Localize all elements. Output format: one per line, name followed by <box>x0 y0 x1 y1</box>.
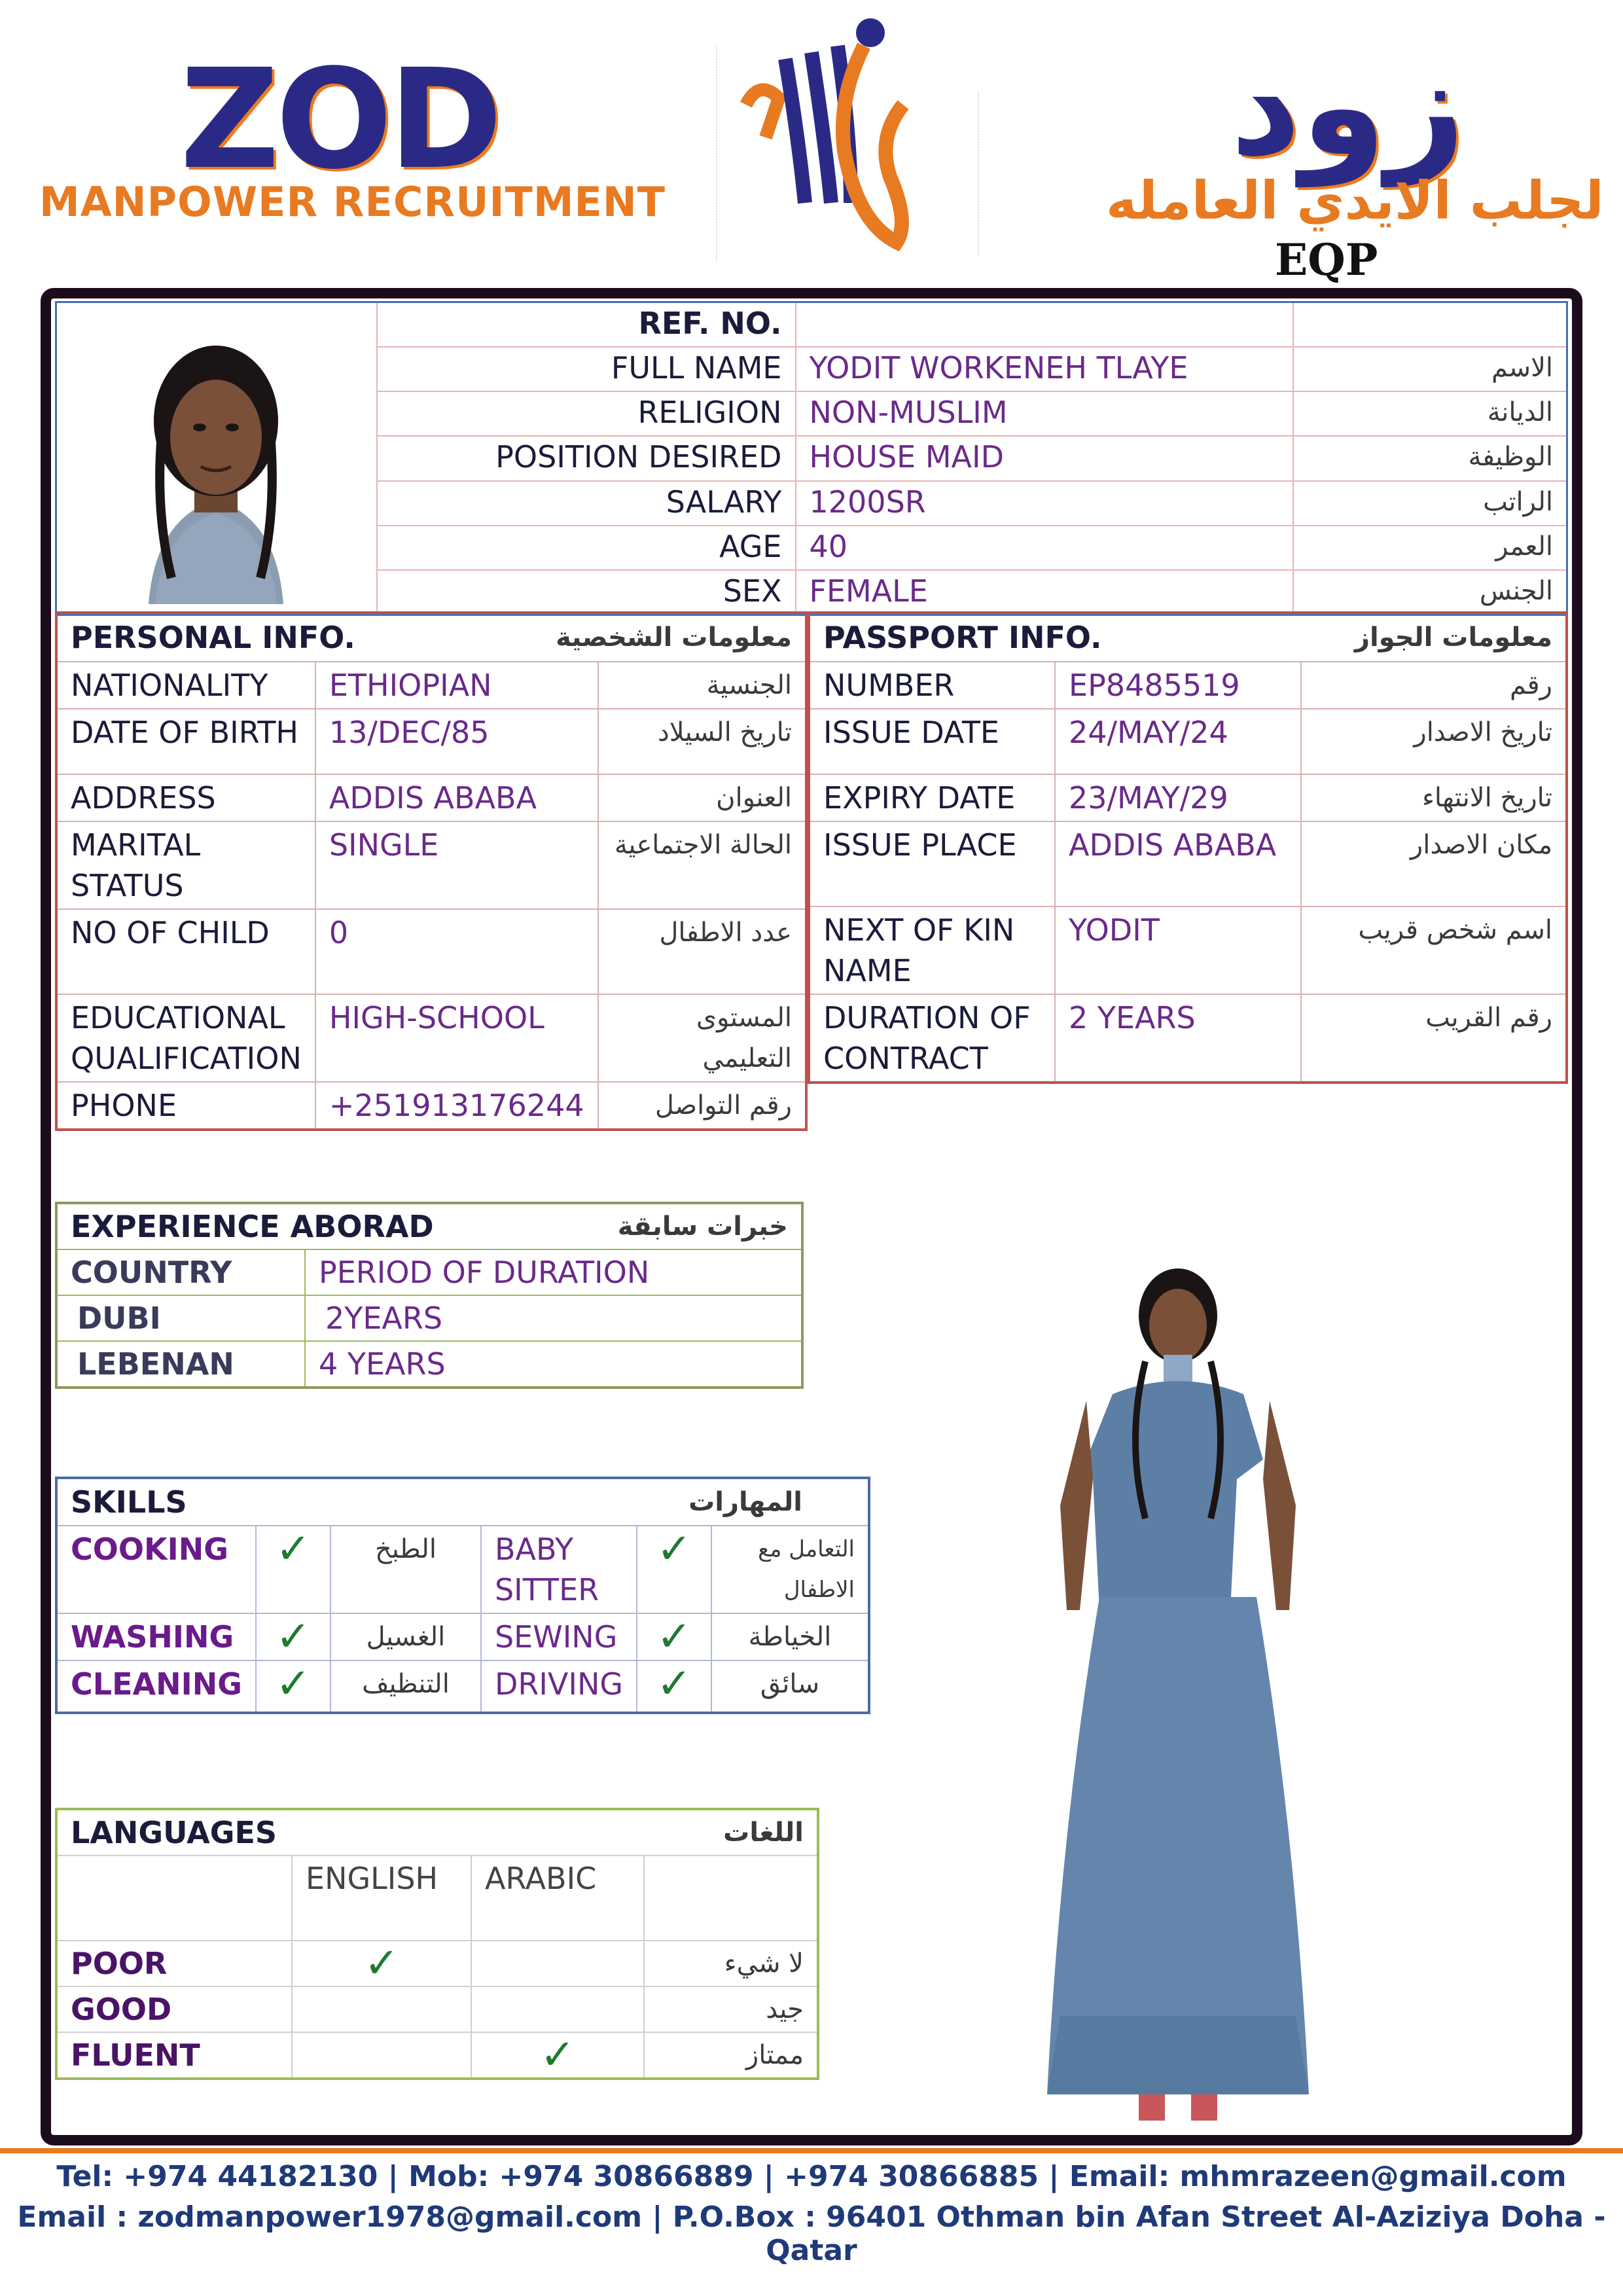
salary-value: 1200SR <box>796 481 1293 526</box>
skill-washing-ar: الغسيل <box>330 1613 481 1660</box>
expiry-date-label: EXPIRY DATE <box>809 774 1055 821</box>
full-name-value: YODIT WORKENEH TLAYE <box>796 347 1293 391</box>
children-ar: عدد الاطفال <box>598 909 806 994</box>
check-icon: ✓ <box>256 1660 330 1713</box>
language-empty-cell <box>471 1986 644 2032</box>
col-english: ENGLISH <box>292 1856 471 1941</box>
experience-table <box>55 1202 804 1389</box>
skill-washing: WASHING <box>56 1613 256 1660</box>
skill-sewing: SEWING <box>481 1613 637 1660</box>
languages-corner-cell <box>56 1856 292 1941</box>
logo-ar: زود <box>1230 26 1466 187</box>
contract-duration-value: 2 YEARS <box>1055 994 1301 1083</box>
personal-info-title-ar: معلومات الشخصية <box>556 622 792 653</box>
level-good: GOOD <box>56 1986 292 2032</box>
experience-col-period: PERIOD OF DURATION <box>305 1249 802 1295</box>
marital-value: SINGLE <box>315 821 598 909</box>
issue-place-value: ADDIS ABABA <box>1055 821 1301 906</box>
footer-rule <box>0 2148 1623 2153</box>
position-value: HOUSE MAID <box>796 436 1293 480</box>
check-icon: ✓ <box>256 1613 330 1660</box>
footer-address-line: Email : zodmanpower1978@gmail.com | P.O.Box : 96401 Othman bin Afan Street Al-Aziziya Doha - Qatar <box>17 2200 1606 2267</box>
header-divider <box>716 46 717 262</box>
issue-date-label: ISSUE DATE <box>809 709 1055 774</box>
issue-date-value: 24/MAY/24 <box>1055 709 1301 774</box>
address-ar: العنوان <box>598 774 806 821</box>
portrait-photo-cell <box>56 302 377 615</box>
profile-table <box>55 301 1568 616</box>
logo-subtitle: MANPOWER RECRUITMENT <box>39 178 666 226</box>
skill-cleaning: CLEANING <box>56 1660 256 1713</box>
skill-driving: DRIVING <box>481 1660 637 1713</box>
experience-period: 2YEARS <box>305 1295 802 1341</box>
nationality-label: NATIONALITY <box>56 662 315 709</box>
skill-cooking: COOKING <box>56 1526 256 1613</box>
position-ar: الوظيفة <box>1293 436 1567 480</box>
skills-header <box>56 1478 869 1526</box>
sex-value: FEMALE <box>796 570 1293 615</box>
skill-sewing-ar: الخياطة <box>711 1613 869 1660</box>
nationality-value: ETHIOPIAN <box>315 662 598 709</box>
skill-driving-ar: سائق <box>711 1660 869 1713</box>
table-row <box>56 1660 869 1713</box>
level-good-ar: جيد <box>644 1986 818 2032</box>
phone-label: PHONE <box>56 1082 315 1130</box>
salary-label: SALARY <box>377 481 796 526</box>
salary-ar: الراتب <box>1293 481 1567 526</box>
full-name-ar: الاسم <box>1293 347 1567 391</box>
phone-value: +251913176244 <box>315 1082 598 1130</box>
level-fluent: FLUENT <box>56 2032 292 2079</box>
skill-baby-sitter: BABY SITTER <box>481 1526 637 1613</box>
full-name-label: FULL NAME <box>377 347 796 391</box>
experience-period: 4 YEARS <box>305 1341 802 1388</box>
languages-title-ar: اللغات <box>723 1818 804 1848</box>
languages-title: LANGUAGES <box>71 1815 277 1850</box>
nationality-ar: الجنسية <box>598 662 806 709</box>
table-row <box>56 1526 869 1613</box>
passport-info-title: PASSPORT INFO. <box>823 620 1102 655</box>
passport-number-value: EP8485519 <box>1055 662 1301 709</box>
skill-cleaning-ar: التنظيف <box>330 1660 481 1713</box>
col-arabic: ARABIC <box>471 1856 644 1941</box>
experience-title: EXPERIENCE ABORAD <box>71 1209 434 1244</box>
eqp-label: EQP <box>1275 234 1378 285</box>
marital-ar: الحالة الاجتماعية <box>598 821 806 909</box>
sex-ar: الجنس <box>1293 570 1567 615</box>
footer-contact-line: Tel: +974 44182130 | Mob: +974 30866889 | +974 30866885 | Email: mhmrazeen@gmail.com <box>56 2160 1567 2193</box>
religion-value: NON-MUSLIM <box>796 391 1293 436</box>
languages-corner-cell <box>644 1856 818 1941</box>
level-poor: POOR <box>56 1941 292 1986</box>
experience-country: DUBI <box>56 1295 305 1341</box>
skill-cooking-ar: الطبخ <box>330 1526 481 1613</box>
religion-ar: الديانة <box>1293 391 1567 436</box>
experience-header <box>56 1203 802 1249</box>
experience-col-country: COUNTRY <box>56 1249 305 1295</box>
portrait-photo <box>57 303 375 604</box>
level-poor-ar: لا شيء <box>644 1941 818 1986</box>
skill-baby-sitter-ar: التعامل مع الاطفال <box>711 1526 869 1613</box>
experience-country: LEBENAN <box>56 1341 305 1388</box>
check-icon: ✓ <box>637 1526 711 1613</box>
table-row <box>56 1295 802 1341</box>
languages-header <box>56 1809 818 1856</box>
check-icon: ✓ <box>292 1941 471 1986</box>
check-icon: ✓ <box>637 1660 711 1713</box>
passport-info-title-ar: معلومات الجواز <box>1354 622 1552 653</box>
header-divider <box>978 92 979 255</box>
passport-info-header <box>809 613 1567 662</box>
expiry-date-value: 23/MAY/29 <box>1055 774 1301 821</box>
check-icon: ✓ <box>471 2032 644 2079</box>
marital-label: MARITAL STATUS <box>56 821 315 909</box>
table-row <box>56 1986 818 2032</box>
position-label: POSITION DESIRED <box>377 436 796 480</box>
contract-duration-ar: رقم القريب <box>1301 994 1567 1083</box>
religion-label: RELIGION <box>377 391 796 436</box>
phone-ar: رقم التواصل <box>598 1082 806 1130</box>
sex-label: SEX <box>377 570 796 615</box>
skills-table <box>55 1477 870 1714</box>
contract-duration-label: DURATION OF CONTRACT <box>809 994 1055 1083</box>
education-label: EDUCATIONAL QUALIFICATION <box>56 994 315 1082</box>
passport-info-table <box>808 611 1568 1084</box>
experience-title-ar: خبرات سابقة <box>617 1211 788 1242</box>
age-label: AGE <box>377 526 796 570</box>
passport-number-label: NUMBER <box>809 662 1055 709</box>
issue-place-ar: مكان الاصدار <box>1301 821 1567 906</box>
ref-ar <box>1293 302 1567 347</box>
personal-info-table <box>55 611 808 1131</box>
dob-ar: تاريخ السيلاد <box>598 709 806 774</box>
check-icon: ✓ <box>637 1613 711 1660</box>
level-fluent-ar: ممتاز <box>644 2032 818 2079</box>
table-row <box>56 1941 818 1986</box>
language-empty-cell <box>292 1986 471 2032</box>
skills-title: SKILLS <box>71 1484 187 1520</box>
children-label: NO OF CHILD <box>56 909 315 994</box>
issue-date-ar: تاريخ الاصدار <box>1301 709 1567 774</box>
issue-place-label: ISSUE PLACE <box>809 821 1055 906</box>
logo-en: ZOD <box>180 39 499 200</box>
next-of-kin-value: YODIT <box>1055 906 1301 994</box>
language-empty-cell <box>292 2032 471 2079</box>
personal-info-title: PERSONAL INFO. <box>71 620 355 655</box>
skills-title-ar: المهارات <box>688 1487 802 1517</box>
age-ar: العمر <box>1293 526 1567 570</box>
ref-label: REF. NO. <box>377 302 796 347</box>
address-label: ADDRESS <box>56 774 315 821</box>
personal-info-header <box>56 613 806 662</box>
ref-value <box>796 302 1293 347</box>
logo-ar-subtitle: لجلب الايدي العامله <box>1106 170 1604 231</box>
expiry-date-ar: تاريخ الانتهاء <box>1301 774 1567 821</box>
education-ar: المستوى التعليمي <box>598 994 806 1082</box>
table-row <box>56 1613 869 1660</box>
dob-label: DATE OF BIRTH <box>56 709 315 774</box>
next-of-kin-ar: اسم شخص قريب <box>1301 906 1567 994</box>
check-icon: ✓ <box>256 1526 330 1613</box>
passport-number-ar: رقم <box>1301 662 1567 709</box>
languages-table <box>55 1808 819 2080</box>
table-row <box>56 1341 802 1388</box>
dob-value: 13/DEC/85 <box>315 709 598 774</box>
table-row <box>56 2032 818 2079</box>
education-value: HIGH-SCHOOL <box>315 994 598 1082</box>
age-value: 40 <box>796 526 1293 570</box>
next-of-kin-label: NEXT OF KIN NAME <box>809 906 1055 994</box>
logo-emblem-icon <box>733 7 929 268</box>
full-body-photo <box>1021 1244 1335 2134</box>
children-value: 0 <box>315 909 598 994</box>
language-empty-cell <box>471 1941 644 1986</box>
address-value: ADDIS ABABA <box>315 774 598 821</box>
